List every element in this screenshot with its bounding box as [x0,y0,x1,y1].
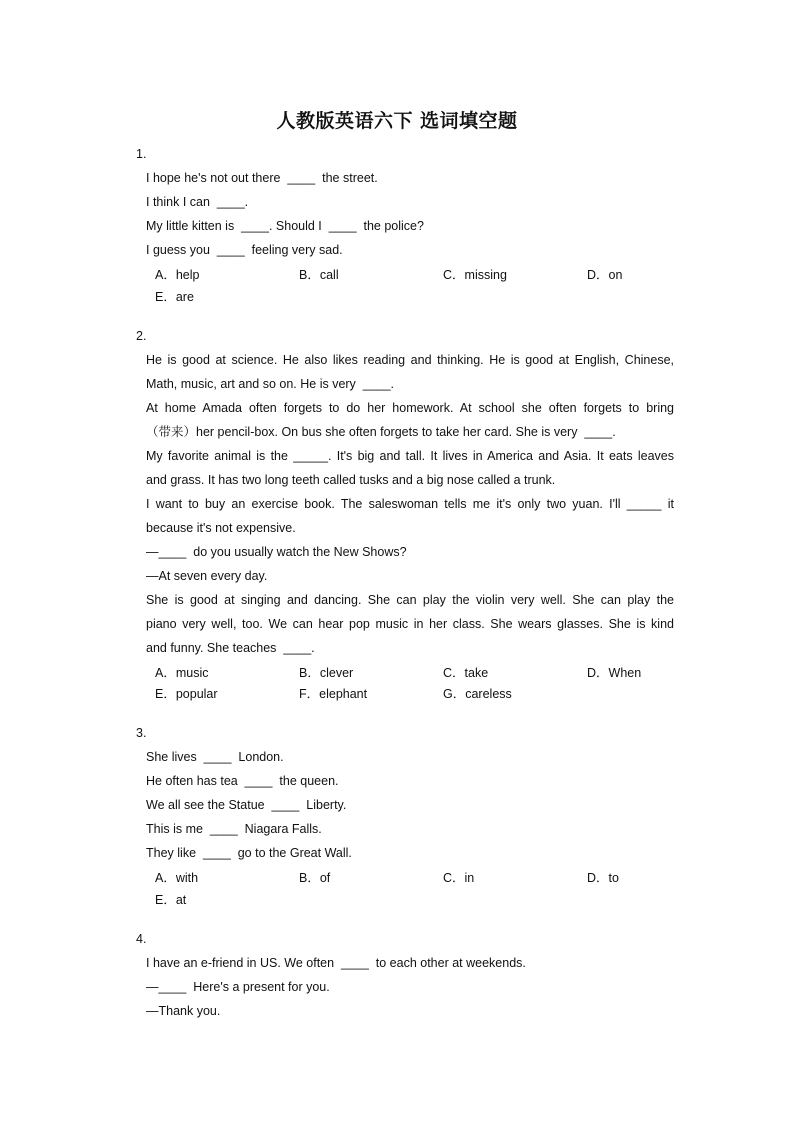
question-line: （带来）her pencil-box. On bus she often forgets to take her card. She is very ____. [146,425,616,439]
answer-option: G．careless [443,687,512,701]
question-line: —Thank you. [146,1004,221,1018]
question-line: He often has tea ____ the queen. [146,774,339,788]
question-line: —____ do you usually watch the New Shows? [146,545,407,559]
answer-option: E．popular [155,687,218,701]
question-line: because it's not expensive. [146,521,296,535]
answer-option: D．to [587,871,619,885]
answer-option: B．call [299,268,339,282]
question-number: 4. [136,932,147,946]
question-line: and funny. She teaches ____. [146,641,315,655]
question-line: I have an e-friend in US. We often ____ to each other at weekends. [146,956,526,970]
answer-option: A．with [155,871,199,885]
question-line: I guess you ____ feeling very sad. [146,243,343,257]
question-line: Math, music, art and so on. He is very ____. [146,377,395,391]
question-line: He is good at science. He also likes reading and thinking. He is good at English, Chinese, [146,353,674,367]
answer-option: C．take [443,666,489,680]
question-line: My favorite animal is the _____. It's big and tall. It lives in America and Asia. It eats leaves [146,449,674,463]
question-line: I think I can ____. [146,195,249,209]
answer-option: B．clever [299,666,354,680]
question-line: At home Amada often forgets to do her homework. At school she often forgets to bring [146,401,674,415]
question-number: 1. [136,147,147,161]
question-line: piano very well, too. We can hear pop music in her class. She wears glasses. She is kind [146,617,674,631]
answer-option: D．When [587,666,642,680]
question-line: She is good at singing and dancing. She can play the violin very well. She can play the [146,593,674,607]
answer-option: C．missing [443,268,507,282]
question-line: My little kitten is ____. Should I ____ the police? [146,219,424,233]
page-title: 人教版英语六下 选词填空题 [276,110,518,132]
answer-option: A．music [155,666,209,680]
answer-option: C．in [443,871,475,885]
answer-option: D．on [587,268,623,282]
answer-option: A．help [155,268,200,282]
question-line: She lives ____ London. [146,750,284,764]
question-line: They like ____ go to the Great Wall. [146,846,352,860]
question-number: 2. [136,329,147,343]
answer-option: E．are [155,290,194,304]
question-line: —____ Here's a present for you. [146,980,330,994]
question-number: 3. [136,726,147,740]
question-line: I want to buy an exercise book. The saleswoman tells me it's only two yuan. I'll _____ it [146,497,674,511]
question-line: We all see the Statue ____ Liberty. [146,798,347,812]
question-line: This is me ____ Niagara Falls. [146,822,322,836]
answer-option: F．elephant [299,687,368,701]
question-line: —At seven every day. [146,569,268,583]
answer-option: B．of [299,871,331,885]
question-line: I hope he's not out there ____ the street. [146,171,378,185]
answer-option: E．at [155,893,187,907]
question-line: and grass. It has two long teeth called tusks and a big nose called a trunk. [146,473,556,487]
